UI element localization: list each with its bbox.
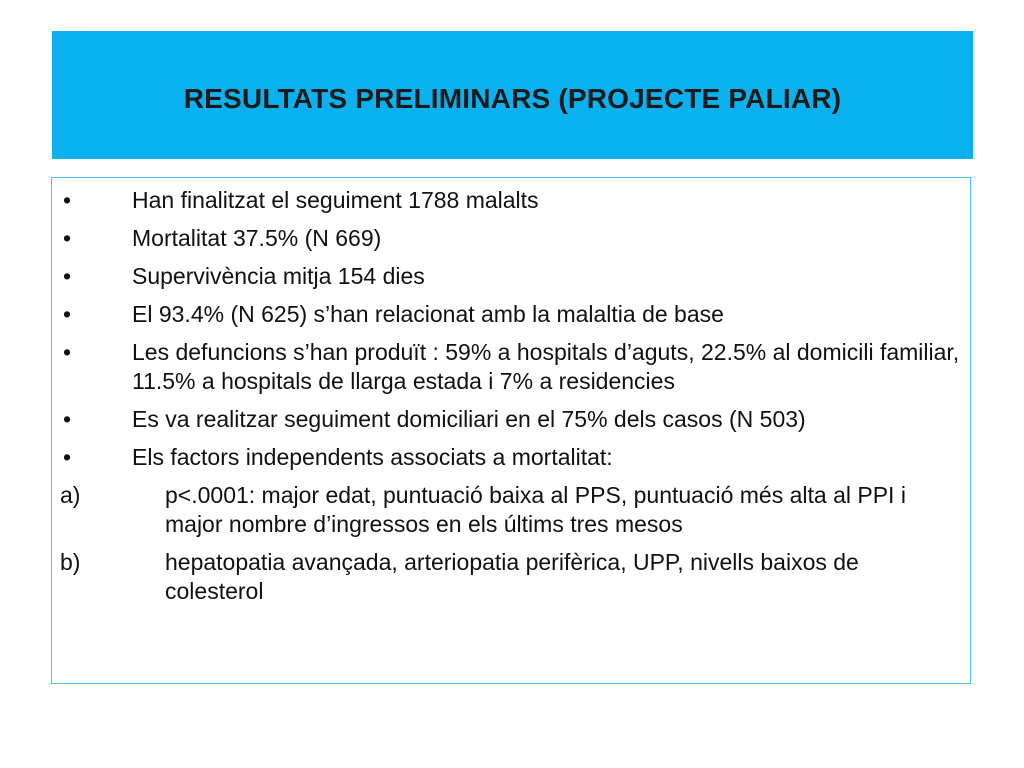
content-list	[52, 186, 970, 615]
list-item	[52, 548, 970, 606]
bullet-marker: •	[63, 263, 72, 289]
list-item	[52, 262, 970, 291]
list-item-text: hepatopatia avançada, arteriopatia perifèrica, UPP, nivells baixos de colesterol	[165, 549, 859, 604]
list-item-text: El 93.4% (N 625) s’han relacionat amb la malaltia de base	[132, 301, 724, 327]
list-item-text: Els factors independents associats a mortalitat:	[132, 444, 613, 470]
sub-item-marker: a)	[60, 482, 81, 508]
list-item	[52, 443, 970, 472]
bullet-marker: •	[63, 187, 72, 213]
bullet-marker: •	[63, 301, 72, 327]
list-item	[52, 186, 970, 215]
list-item-text: Supervivència mitja 154 dies	[132, 263, 425, 289]
list-item-text: Es va realitzar seguiment domiciliari en el 75% dels casos (N 503)	[132, 406, 806, 432]
list-item-text: Mortalitat 37.5% (N 669)	[132, 225, 382, 251]
list-item-text: Han finalitzat el seguiment 1788 malalts	[132, 187, 539, 213]
list-item-text: p<.0001: major edat, puntuació baixa al PPS, puntuació més alta al PPI i major nombre d’ingressos en els últims tres mesos	[165, 482, 906, 537]
content-box	[51, 177, 971, 684]
list-item	[52, 481, 970, 539]
bullet-marker: •	[63, 339, 72, 365]
list-item	[52, 338, 970, 396]
bullet-marker: •	[63, 225, 72, 251]
list-item-text: Les defuncions s’han produït : 59% a hospitals d’aguts, 22.5% al domicili familiar, 11.5% a hospitals de llarga estada i 7% a residencies	[132, 339, 960, 394]
bullet-marker: •	[63, 406, 72, 432]
sub-item-marker: b)	[60, 549, 81, 575]
list-item	[52, 300, 970, 329]
list-item	[52, 224, 970, 253]
list-item	[52, 405, 970, 434]
bullet-marker: •	[63, 444, 72, 470]
slide-title: RESULTATS PRELIMINARS (PROJECTE PALIAR)	[183, 83, 842, 114]
title-band	[52, 31, 973, 159]
